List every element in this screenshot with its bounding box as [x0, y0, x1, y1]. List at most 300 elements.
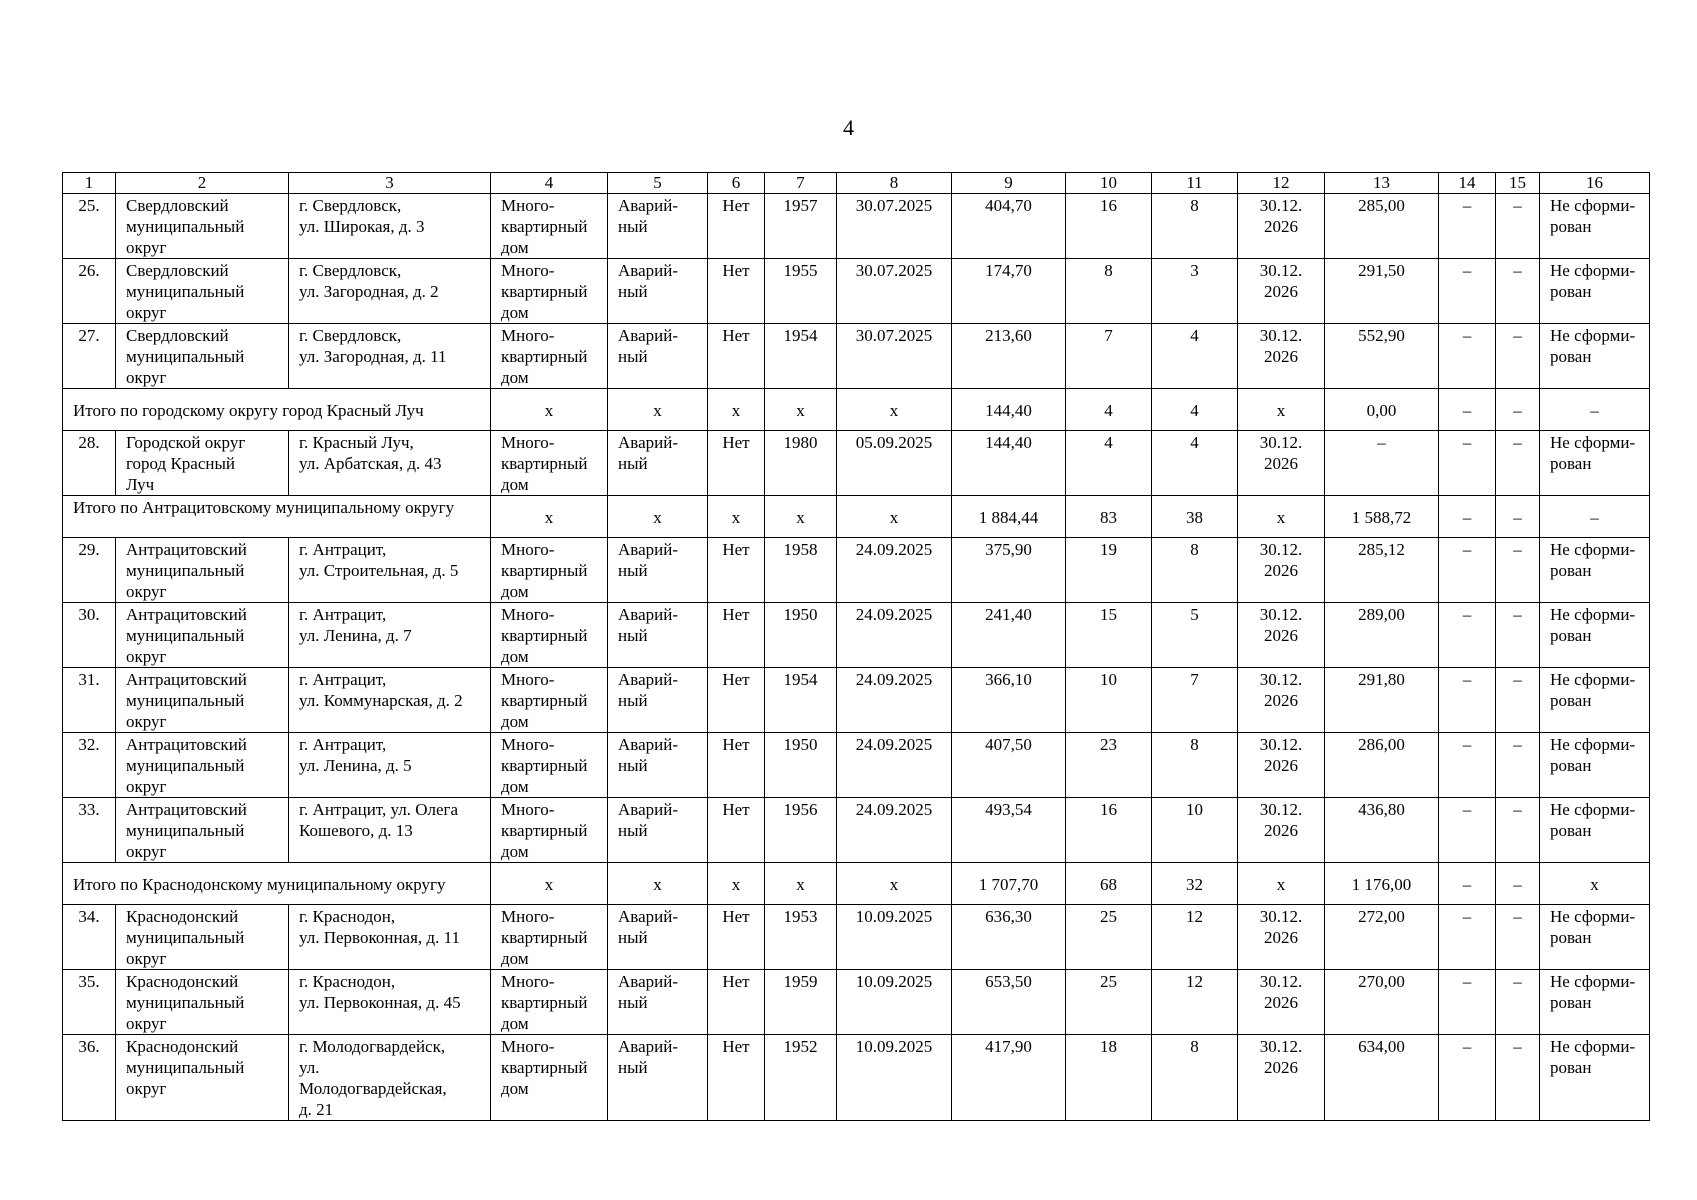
subtotal-c14-cell: – — [1439, 863, 1496, 905]
table-row — [63, 798, 1650, 863]
subtotal-area-cell: 1 884,44 — [952, 496, 1066, 538]
col16-cell-line: рован — [1550, 561, 1592, 580]
address-cell — [289, 324, 491, 389]
date-cell: 30.07.2025 — [837, 259, 952, 324]
col10-cell: 19 — [1066, 538, 1152, 603]
col13-cell: 291,80 — [1325, 668, 1439, 733]
object-kind-cell-line: Много- — [501, 326, 555, 345]
municipality-cell — [116, 905, 289, 970]
municipality-cell-line: округ — [126, 1079, 167, 1098]
col11-cell: 5 — [1152, 603, 1238, 668]
area-cell: 493,54 — [952, 798, 1066, 863]
subtotal-c14-cell: – — [1439, 389, 1496, 431]
col16-cell-line: рован — [1550, 347, 1592, 366]
col16-cell-line: рован — [1550, 691, 1592, 710]
subtotal-c12-cell: х — [1238, 389, 1325, 431]
address-cell-line: ул. Первоконная, д. 11 — [299, 928, 460, 947]
municipality-cell-line: округ — [126, 777, 167, 796]
col11-cell: 10 — [1152, 798, 1238, 863]
col16-cell-line: Не сформи- — [1550, 1037, 1636, 1056]
flag-cell: Нет — [708, 1035, 765, 1121]
address-cell — [289, 538, 491, 603]
subtotal-c16-cell: – — [1540, 496, 1650, 538]
col14-cell: – — [1439, 733, 1496, 798]
status-cell — [608, 733, 708, 798]
address-cell-line: ул. Загородная, д. 11 — [299, 347, 447, 366]
address-cell-line: ул. Ленина, д. 7 — [299, 626, 412, 645]
col11-cell: 12 — [1152, 905, 1238, 970]
col11-cell: 4 — [1152, 324, 1238, 389]
row-number: 33. — [63, 798, 116, 863]
deadline-cell — [1238, 538, 1325, 603]
object-kind-cell-line: дом — [501, 712, 529, 731]
col16-cell-line: рован — [1550, 756, 1592, 775]
subtotal-c14-cell: – — [1439, 496, 1496, 538]
object-kind-cell-line: квартирный — [501, 454, 588, 473]
object-kind-cell — [491, 194, 608, 259]
status-cell-line: ный — [618, 454, 648, 473]
date-cell: 24.09.2025 — [837, 733, 952, 798]
col13-cell: 285,12 — [1325, 538, 1439, 603]
column-header: 3 — [289, 173, 491, 194]
status-cell — [608, 603, 708, 668]
col11-cell: 4 — [1152, 431, 1238, 496]
subtotal-c5-cell: х — [608, 863, 708, 905]
year-cell: 1955 — [765, 259, 837, 324]
address-cell-line: г. Красный Луч, — [299, 433, 414, 452]
status-cell-line: Аварий- — [618, 800, 678, 819]
area-cell: 404,70 — [952, 194, 1066, 259]
municipality-cell-line: округ — [126, 712, 167, 731]
status-cell-line: Аварий- — [618, 1037, 678, 1056]
column-header: 12 — [1238, 173, 1325, 194]
col10-cell: 25 — [1066, 905, 1152, 970]
col16-cell-line: Не сформи- — [1550, 540, 1636, 559]
column-header: 15 — [1496, 173, 1540, 194]
object-kind-cell-line: дом — [501, 1079, 529, 1098]
col14-cell: – — [1439, 1035, 1496, 1121]
col16-cell-line: Не сформи- — [1550, 800, 1636, 819]
col16-cell — [1540, 603, 1650, 668]
object-kind-cell-line: Много- — [501, 1037, 555, 1056]
municipality-cell — [116, 538, 289, 603]
municipality-cell-line: муниципальный — [126, 1058, 245, 1077]
municipality-cell-line: муниципальный — [126, 756, 245, 775]
year-cell: 1957 — [765, 194, 837, 259]
area-cell: 636,30 — [952, 905, 1066, 970]
row-number: 31. — [63, 668, 116, 733]
address-cell-line: д. 21 — [299, 1100, 334, 1119]
col10-cell: 16 — [1066, 798, 1152, 863]
column-header: 5 — [608, 173, 708, 194]
col13-cell: 289,00 — [1325, 603, 1439, 668]
municipality-cell-line: округ — [126, 1014, 167, 1033]
deadline-cell-line: 2026 — [1264, 454, 1298, 473]
col16-cell — [1540, 259, 1650, 324]
object-kind-cell-line: дом — [501, 647, 529, 666]
subtotal-c11-cell: 32 — [1152, 863, 1238, 905]
subtotal-area-cell: 144,40 — [952, 389, 1066, 431]
column-header: 14 — [1439, 173, 1496, 194]
municipality-cell-line: муниципальный — [126, 821, 245, 840]
area-cell: 375,90 — [952, 538, 1066, 603]
date-cell: 24.09.2025 — [837, 603, 952, 668]
status-cell-line: Аварий- — [618, 907, 678, 926]
col16-cell — [1540, 905, 1650, 970]
object-kind-cell — [491, 798, 608, 863]
object-kind-cell — [491, 259, 608, 324]
date-cell: 24.09.2025 — [837, 668, 952, 733]
col16-cell — [1540, 431, 1650, 496]
object-kind-cell — [491, 538, 608, 603]
municipality-cell-line: Свердловский — [126, 261, 229, 280]
col14-cell: – — [1439, 324, 1496, 389]
deadline-cell — [1238, 431, 1325, 496]
subtotal-c6-cell: х — [708, 496, 765, 538]
deadline-cell — [1238, 798, 1325, 863]
municipality-cell-line: Антрацитовский — [126, 800, 247, 819]
col10-cell: 4 — [1066, 431, 1152, 496]
year-cell: 1959 — [765, 970, 837, 1035]
address-cell-line: г. Антрацит, ул. Олега — [299, 800, 459, 819]
object-kind-cell-line: Много- — [501, 972, 555, 991]
address-cell — [289, 733, 491, 798]
col16-cell-line: Не сформи- — [1550, 261, 1636, 280]
year-cell: 1950 — [765, 603, 837, 668]
address-cell-line: ул. Коммунарская, д. 2 — [299, 691, 463, 710]
date-cell: 24.09.2025 — [837, 538, 952, 603]
status-cell-line: ный — [618, 217, 648, 236]
col11-cell: 7 — [1152, 668, 1238, 733]
table-row — [63, 905, 1650, 970]
row-number: 30. — [63, 603, 116, 668]
date-cell: 10.09.2025 — [837, 905, 952, 970]
table-row — [63, 194, 1650, 259]
object-kind-cell-line: Много- — [501, 907, 555, 926]
row-number: 34. — [63, 905, 116, 970]
municipality-cell — [116, 603, 289, 668]
status-cell-line: Аварий- — [618, 972, 678, 991]
column-header: 2 — [116, 173, 289, 194]
object-kind-cell-line: квартирный — [501, 217, 588, 236]
col10-cell: 25 — [1066, 970, 1152, 1035]
year-cell: 1980 — [765, 431, 837, 496]
column-header: 9 — [952, 173, 1066, 194]
address-cell — [289, 259, 491, 324]
municipality-cell-line: Краснодонский — [126, 972, 239, 991]
status-cell — [608, 324, 708, 389]
deadline-cell-line: 30.12. — [1259, 670, 1303, 689]
deadline-cell-line: 30.12. — [1259, 433, 1303, 452]
object-kind-cell-line: дом — [501, 1014, 529, 1033]
col11-cell: 3 — [1152, 259, 1238, 324]
col16-cell — [1540, 1035, 1650, 1121]
municipality-cell-line: округ — [126, 368, 167, 387]
subtotal-c5-cell: х — [608, 496, 708, 538]
municipality-cell-line: муниципальный — [126, 561, 245, 580]
col14-cell: – — [1439, 603, 1496, 668]
subtotal-c13-cell: 1 588,72 — [1325, 496, 1439, 538]
flag-cell: Нет — [708, 194, 765, 259]
status-cell-line: Аварий- — [618, 326, 678, 345]
object-kind-cell-line: Много- — [501, 800, 555, 819]
date-cell: 24.09.2025 — [837, 798, 952, 863]
col16-cell-line: рован — [1550, 1058, 1592, 1077]
address-cell — [289, 194, 491, 259]
object-kind-cell-line: дом — [501, 949, 529, 968]
object-kind-cell-line: квартирный — [501, 561, 588, 580]
col13-cell: 270,00 — [1325, 970, 1439, 1035]
address-cell-line: г. Антрацит, — [299, 540, 387, 559]
deadline-cell-line: 2026 — [1264, 928, 1298, 947]
status-cell — [608, 668, 708, 733]
col16-cell-line: рован — [1550, 928, 1592, 947]
object-kind-cell — [491, 431, 608, 496]
object-kind-cell-line: квартирный — [501, 282, 588, 301]
flag-cell: Нет — [708, 538, 765, 603]
row-number: 27. — [63, 324, 116, 389]
status-cell-line: ный — [618, 561, 648, 580]
object-kind-cell-line: дом — [501, 303, 529, 322]
municipality-cell — [116, 733, 289, 798]
municipality-cell — [116, 798, 289, 863]
col15-cell: – — [1496, 259, 1540, 324]
municipality-cell-line: муниципальный — [126, 626, 245, 645]
col16-cell — [1540, 798, 1650, 863]
col14-cell: – — [1439, 431, 1496, 496]
col16-cell — [1540, 324, 1650, 389]
deadline-cell-line: 30.12. — [1259, 326, 1303, 345]
subtotal-c7-cell: х — [765, 389, 837, 431]
municipality-cell — [116, 194, 289, 259]
column-header: 10 — [1066, 173, 1152, 194]
date-cell: 30.07.2025 — [837, 324, 952, 389]
object-kind-cell-line: квартирный — [501, 756, 588, 775]
row-number: 26. — [63, 259, 116, 324]
table-row — [63, 1035, 1650, 1121]
col10-cell: 23 — [1066, 733, 1152, 798]
status-cell-line: ный — [618, 626, 648, 645]
deadline-cell-line: 30.12. — [1259, 261, 1303, 280]
column-header: 16 — [1540, 173, 1650, 194]
object-kind-cell-line: Много- — [501, 433, 555, 452]
col16-cell — [1540, 194, 1650, 259]
col16-cell-line: рован — [1550, 626, 1592, 645]
deadline-cell — [1238, 259, 1325, 324]
col11-cell: 8 — [1152, 733, 1238, 798]
address-cell — [289, 1035, 491, 1121]
deadline-cell-line: 2026 — [1264, 1058, 1298, 1077]
object-kind-cell-line: квартирный — [501, 1058, 588, 1077]
col16-cell-line: Не сформи- — [1550, 605, 1636, 624]
address-cell — [289, 798, 491, 863]
object-kind-cell-line: дом — [501, 238, 529, 257]
year-cell: 1958 — [765, 538, 837, 603]
municipality-cell-line: Антрацитовский — [126, 605, 247, 624]
col16-cell-line: Не сформи- — [1550, 196, 1636, 215]
col16-cell-line: Не сформи- — [1550, 907, 1636, 926]
subtotal-row — [63, 863, 1650, 905]
municipality-cell-line: муниципальный — [126, 691, 245, 710]
flag-cell: Нет — [708, 905, 765, 970]
status-cell-line: Аварий- — [618, 605, 678, 624]
deadline-cell-line: 30.12. — [1259, 907, 1303, 926]
object-kind-cell-line: Много- — [501, 605, 555, 624]
area-cell: 213,60 — [952, 324, 1066, 389]
col13-cell: 634,00 — [1325, 1035, 1439, 1121]
date-cell: 30.07.2025 — [837, 194, 952, 259]
col15-cell: – — [1496, 798, 1540, 863]
year-cell: 1954 — [765, 668, 837, 733]
municipality-cell-line: округ — [126, 647, 167, 666]
date-cell: 10.09.2025 — [837, 1035, 952, 1121]
object-kind-cell-line: квартирный — [501, 928, 588, 947]
address-cell-line: ул. — [299, 1058, 320, 1077]
col13-cell: 291,50 — [1325, 259, 1439, 324]
deadline-cell-line: 2026 — [1264, 217, 1298, 236]
subtotal-row — [63, 496, 1650, 538]
object-kind-cell — [491, 905, 608, 970]
col16-cell-line: Не сформи- — [1550, 433, 1636, 452]
municipality-cell-line: округ — [126, 238, 167, 257]
col14-cell: – — [1439, 970, 1496, 1035]
deadline-cell-line: 2026 — [1264, 561, 1298, 580]
subtotal-c4-cell: х — [491, 389, 608, 431]
col15-cell: – — [1496, 970, 1540, 1035]
col14-cell: – — [1439, 194, 1496, 259]
status-cell — [608, 970, 708, 1035]
status-cell-line: Аварий- — [618, 540, 678, 559]
subtotal-c8-cell: х — [837, 496, 952, 538]
table-row — [63, 733, 1650, 798]
object-kind-cell — [491, 970, 608, 1035]
col15-cell: – — [1496, 538, 1540, 603]
municipality-cell-line: Антрацитовский — [126, 735, 247, 754]
status-cell — [608, 259, 708, 324]
subtotal-c8-cell: х — [837, 389, 952, 431]
municipality-cell — [116, 668, 289, 733]
object-kind-cell-line: дом — [501, 582, 529, 601]
status-cell-line: Аварий- — [618, 735, 678, 754]
status-cell-line: ный — [618, 993, 648, 1012]
subtotal-label: Итого по Антрацитовскому муниципальному округу — [63, 496, 491, 538]
deadline-cell — [1238, 603, 1325, 668]
address-cell-line: ул. Широкая, д. 3 — [299, 217, 425, 236]
housing-register-table — [62, 172, 1650, 1121]
subtotal-c16-cell: х — [1540, 863, 1650, 905]
object-kind-cell-line: дом — [501, 475, 529, 494]
object-kind-cell-line: квартирный — [501, 821, 588, 840]
col16-cell-line: Не сформи- — [1550, 670, 1636, 689]
status-cell-line: Аварий- — [618, 670, 678, 689]
column-number-row — [63, 173, 1650, 194]
address-cell-line: г. Антрацит, — [299, 735, 387, 754]
deadline-cell — [1238, 905, 1325, 970]
object-kind-cell — [491, 1035, 608, 1121]
address-cell-line: г. Антрацит, — [299, 670, 387, 689]
status-cell — [608, 798, 708, 863]
area-cell: 417,90 — [952, 1035, 1066, 1121]
area-cell: 653,50 — [952, 970, 1066, 1035]
table-body — [63, 173, 1650, 1121]
municipality-cell-line: город Красный — [126, 454, 236, 473]
col14-cell: – — [1439, 798, 1496, 863]
col16-cell-line: рован — [1550, 282, 1592, 301]
deadline-cell-line: 2026 — [1264, 347, 1298, 366]
column-header: 8 — [837, 173, 952, 194]
col14-cell: – — [1439, 905, 1496, 970]
area-cell: 174,70 — [952, 259, 1066, 324]
address-cell-line: г. Молодогвардейск, — [299, 1037, 446, 1056]
subtotal-c12-cell: х — [1238, 496, 1325, 538]
object-kind-cell — [491, 603, 608, 668]
col16-cell — [1540, 538, 1650, 603]
deadline-cell-line: 2026 — [1264, 993, 1298, 1012]
object-kind-cell-line: дом — [501, 842, 529, 861]
address-cell-line: ул. Строительная, д. 5 — [299, 561, 459, 580]
municipality-cell-line: муниципальный — [126, 217, 245, 236]
flag-cell: Нет — [708, 733, 765, 798]
address-cell-line: г. Свердловск, — [299, 196, 402, 215]
col15-cell: – — [1496, 431, 1540, 496]
subtotal-label: Итого по городскому округу город Красный Луч — [63, 389, 491, 431]
col13-cell: 552,90 — [1325, 324, 1439, 389]
col10-cell: 10 — [1066, 668, 1152, 733]
object-kind-cell-line: квартирный — [501, 626, 588, 645]
col11-cell: 8 — [1152, 538, 1238, 603]
col15-cell: – — [1496, 1035, 1540, 1121]
table-row — [63, 668, 1650, 733]
col15-cell: – — [1496, 733, 1540, 798]
subtotal-c4-cell: х — [491, 496, 608, 538]
address-cell-line: ул. Первоконная, д. 45 — [299, 993, 461, 1012]
flag-cell: Нет — [708, 970, 765, 1035]
subtotal-c15-cell: – — [1496, 389, 1540, 431]
municipality-cell — [116, 259, 289, 324]
row-number: 36. — [63, 1035, 116, 1121]
flag-cell: Нет — [708, 259, 765, 324]
address-cell-line: г. Антрацит, — [299, 605, 387, 624]
col10-cell: 16 — [1066, 194, 1152, 259]
flag-cell: Нет — [708, 603, 765, 668]
deadline-cell-line: 30.12. — [1259, 605, 1303, 624]
subtotal-c7-cell: х — [765, 496, 837, 538]
deadline-cell-line: 30.12. — [1259, 972, 1303, 991]
address-cell-line: г. Краснодон, — [299, 972, 396, 991]
subtotal-row — [63, 389, 1650, 431]
municipality-cell-line: округ — [126, 949, 167, 968]
area-cell: 241,40 — [952, 603, 1066, 668]
column-header: 1 — [63, 173, 116, 194]
col16-cell-line: Не сформи- — [1550, 735, 1636, 754]
area-cell: 407,50 — [952, 733, 1066, 798]
subtotal-c15-cell: – — [1496, 496, 1540, 538]
address-cell — [289, 970, 491, 1035]
year-cell: 1956 — [765, 798, 837, 863]
col11-cell: 8 — [1152, 194, 1238, 259]
status-cell — [608, 1035, 708, 1121]
col15-cell: – — [1496, 194, 1540, 259]
subtotal-c10-cell: 83 — [1066, 496, 1152, 538]
address-cell-line: ул. Загородная, д. 2 — [299, 282, 439, 301]
municipality-cell-line: Антрацитовский — [126, 540, 247, 559]
deadline-cell-line: 30.12. — [1259, 540, 1303, 559]
year-cell: 1954 — [765, 324, 837, 389]
subtotal-c13-cell: 1 176,00 — [1325, 863, 1439, 905]
address-cell-line: г. Свердловск, — [299, 261, 402, 280]
column-header: 7 — [765, 173, 837, 194]
municipality-cell — [116, 1035, 289, 1121]
